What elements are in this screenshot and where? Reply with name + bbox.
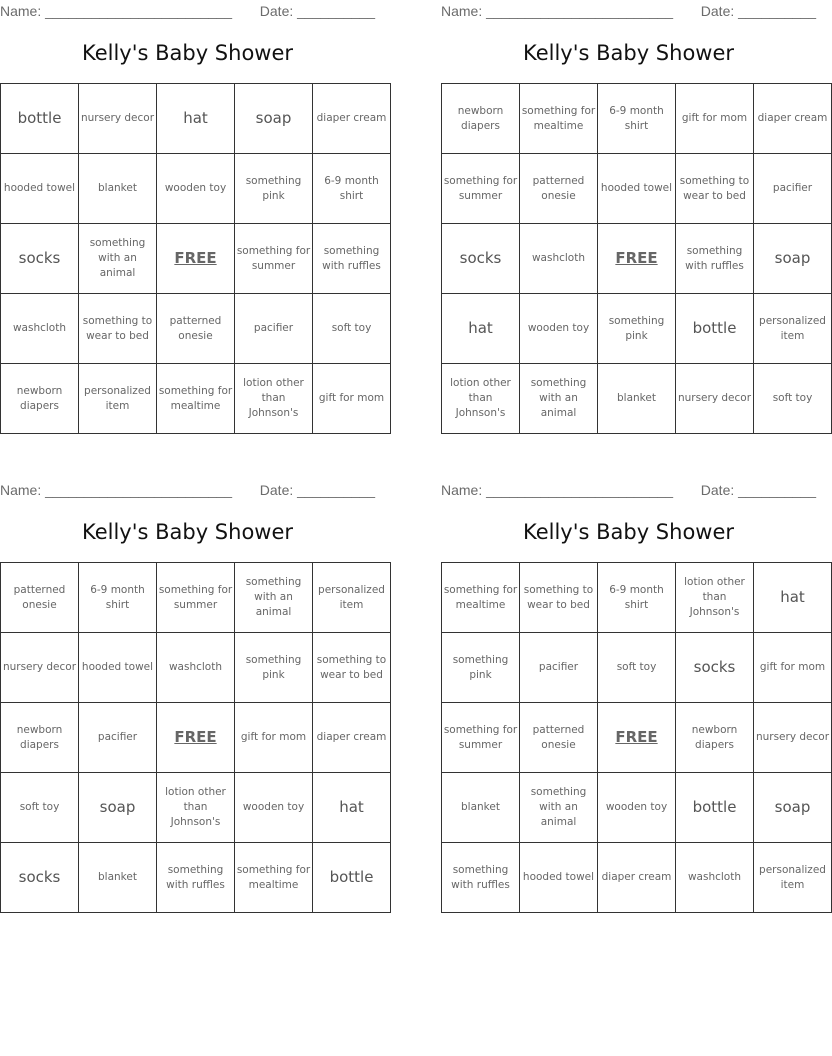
grid-row: [442, 563, 832, 633]
bingo-cell: socks: [1, 224, 79, 294]
bingo-cell: newborn diapers: [1, 703, 79, 773]
bingo-cell: 6-9 month shirt: [79, 563, 157, 633]
bingo-grid: [441, 562, 832, 913]
bingo-grid: [0, 562, 391, 913]
bingo-cell: patterned onesie: [1, 563, 79, 633]
bingo-cell: diaper cream: [754, 84, 832, 154]
bingo-cell: soap: [754, 773, 832, 843]
bingo-cell: something for mealtime: [520, 84, 598, 154]
bingo-cell: lotion other than Johnson's: [676, 563, 754, 633]
bingo-cell: washcloth: [157, 633, 235, 703]
card-title: Kelly's Baby Shower: [522, 520, 735, 544]
bingo-cell: hooded towel: [598, 154, 676, 224]
bingo-cell: diaper cream: [598, 843, 676, 913]
bingo-cell: gift for mom: [313, 364, 391, 434]
grid-row: [442, 364, 832, 434]
bingo-cell: something with ruffles: [313, 224, 391, 294]
bingo-cell: blanket: [79, 154, 157, 224]
bingo-cell: bottle: [313, 843, 391, 913]
bingo-cell: hat: [157, 84, 235, 154]
bingo-cell: soft toy: [1, 773, 79, 843]
bingo-cell: pacifier: [79, 703, 157, 773]
bingo-cell: socks: [442, 224, 520, 294]
bingo-cell: socks: [1, 843, 79, 913]
bingo-cell: something pink: [235, 154, 313, 224]
bingo-cell: something with an animal: [235, 563, 313, 633]
bingo-cell: something with an animal: [520, 773, 598, 843]
bingo-cell: hat: [313, 773, 391, 843]
date-field-label: Date: __________: [259, 482, 375, 498]
bingo-cell: lotion other than Johnson's: [157, 773, 235, 843]
bingo-cell: 6-9 month shirt: [313, 154, 391, 224]
bingo-card-3: [0, 479, 387, 919]
bingo-cell: pacifier: [754, 154, 832, 224]
date-field-label: Date: __________: [700, 3, 816, 19]
bingo-cell: blanket: [598, 364, 676, 434]
bingo-card-2: [441, 0, 828, 440]
bingo-cell: wooden toy: [520, 294, 598, 364]
card-title: Kelly's Baby Shower: [522, 41, 735, 65]
bingo-cell: personalized item: [79, 364, 157, 434]
free-space: FREE: [157, 224, 235, 294]
bingo-card-1: [0, 0, 387, 440]
bingo-cell: something pink: [442, 633, 520, 703]
bingo-cell: socks: [676, 633, 754, 703]
bingo-cell: something for summer: [442, 154, 520, 224]
bingo-cell: bottle: [676, 294, 754, 364]
bingo-cell: patterned onesie: [157, 294, 235, 364]
grid-row: [1, 84, 391, 154]
grid-row: [442, 84, 832, 154]
bingo-cell: hooded towel: [1, 154, 79, 224]
bingo-cell: 6-9 month shirt: [598, 563, 676, 633]
grid-row: [442, 294, 832, 364]
grid-row: [442, 773, 832, 843]
bingo-cell: something to wear to bed: [313, 633, 391, 703]
bingo-cell: hooded towel: [79, 633, 157, 703]
bingo-cell: something to wear to bed: [520, 563, 598, 633]
bingo-cell: gift for mom: [754, 633, 832, 703]
bingo-cell: something with an animal: [520, 364, 598, 434]
date-field-label: Date: __________: [700, 482, 816, 498]
bingo-cell: soap: [235, 84, 313, 154]
bingo-cell: pacifier: [235, 294, 313, 364]
grid-row: [442, 154, 832, 224]
name-field-label: Name: ________________________: [441, 482, 673, 498]
bingo-cell: pacifier: [520, 633, 598, 703]
bingo-cell: washcloth: [676, 843, 754, 913]
bingo-cell: patterned onesie: [520, 154, 598, 224]
bingo-cell: something for summer: [235, 224, 313, 294]
bingo-cell: nursery decor: [1, 633, 79, 703]
bingo-cell: diaper cream: [313, 703, 391, 773]
bingo-cell: hat: [754, 563, 832, 633]
bingo-cell: lotion other than Johnson's: [235, 364, 313, 434]
bingo-cell: hat: [442, 294, 520, 364]
bingo-card-4: [441, 479, 830, 919]
grid-row: [1, 224, 391, 294]
grid-row: [1, 563, 391, 633]
bingo-cell: bottle: [676, 773, 754, 843]
grid-row: [442, 224, 832, 294]
bingo-cell: soft toy: [598, 633, 676, 703]
bingo-cell: nursery decor: [676, 364, 754, 434]
bingo-cell: blanket: [442, 773, 520, 843]
bingo-cell: wooden toy: [598, 773, 676, 843]
bingo-cell: something for summer: [157, 563, 235, 633]
date-field-label: Date: __________: [259, 3, 375, 19]
bingo-cell: something for mealtime: [442, 563, 520, 633]
bingo-cell: personalized item: [754, 843, 832, 913]
bingo-cell: something with ruffles: [676, 224, 754, 294]
bingo-cell: newborn diapers: [676, 703, 754, 773]
bingo-cell: nursery decor: [79, 84, 157, 154]
grid-row: [442, 633, 832, 703]
bingo-cell: something to wear to bed: [79, 294, 157, 364]
bingo-cell: gift for mom: [235, 703, 313, 773]
bingo-cell: lotion other than Johnson's: [442, 364, 520, 434]
bingo-cell: newborn diapers: [442, 84, 520, 154]
bingo-cell: patterned onesie: [520, 703, 598, 773]
bingo-cell: 6-9 month shirt: [598, 84, 676, 154]
grid-row: [1, 703, 391, 773]
bingo-cell: hooded towel: [520, 843, 598, 913]
grid-row: [1, 773, 391, 843]
bingo-cell: something to wear to bed: [676, 154, 754, 224]
grid-row: [1, 843, 391, 913]
bingo-cell: wooden toy: [157, 154, 235, 224]
bingo-cell: soft toy: [313, 294, 391, 364]
name-field-label: Name: ________________________: [0, 3, 232, 19]
free-space: FREE: [598, 703, 676, 773]
card-title: Kelly's Baby Shower: [81, 41, 294, 65]
free-space: FREE: [598, 224, 676, 294]
bingo-grid: [441, 83, 832, 434]
bingo-cell: something for mealtime: [235, 843, 313, 913]
bingo-cell: bottle: [1, 84, 79, 154]
grid-row: [442, 843, 832, 913]
grid-row: [1, 294, 391, 364]
grid-row: [1, 154, 391, 224]
bingo-cell: soap: [79, 773, 157, 843]
name-field-label: Name: ________________________: [441, 3, 673, 19]
bingo-cell: something pink: [235, 633, 313, 703]
grid-row: [442, 703, 832, 773]
bingo-cell: something pink: [598, 294, 676, 364]
grid-row: [1, 633, 391, 703]
bingo-cell: gift for mom: [676, 84, 754, 154]
bingo-cell: soft toy: [754, 364, 832, 434]
bingo-cell: something for summer: [442, 703, 520, 773]
bingo-cell: something with ruffles: [157, 843, 235, 913]
name-field-label: Name: ________________________: [0, 482, 232, 498]
bingo-grid: [0, 83, 391, 434]
bingo-cell: wooden toy: [235, 773, 313, 843]
bingo-cell: washcloth: [520, 224, 598, 294]
bingo-cell: something with ruffles: [442, 843, 520, 913]
bingo-cell: washcloth: [1, 294, 79, 364]
grid-row: [1, 364, 391, 434]
free-space: FREE: [157, 703, 235, 773]
bingo-cell: personalized item: [754, 294, 832, 364]
card-title: Kelly's Baby Shower: [81, 520, 294, 544]
bingo-cell: something with an animal: [79, 224, 157, 294]
bingo-cell: soap: [754, 224, 832, 294]
bingo-cell: something for mealtime: [157, 364, 235, 434]
bingo-cell: newborn diapers: [1, 364, 79, 434]
bingo-cell: nursery decor: [754, 703, 832, 773]
bingo-cell: blanket: [79, 843, 157, 913]
bingo-cell: diaper cream: [313, 84, 391, 154]
bingo-cell: personalized item: [313, 563, 391, 633]
